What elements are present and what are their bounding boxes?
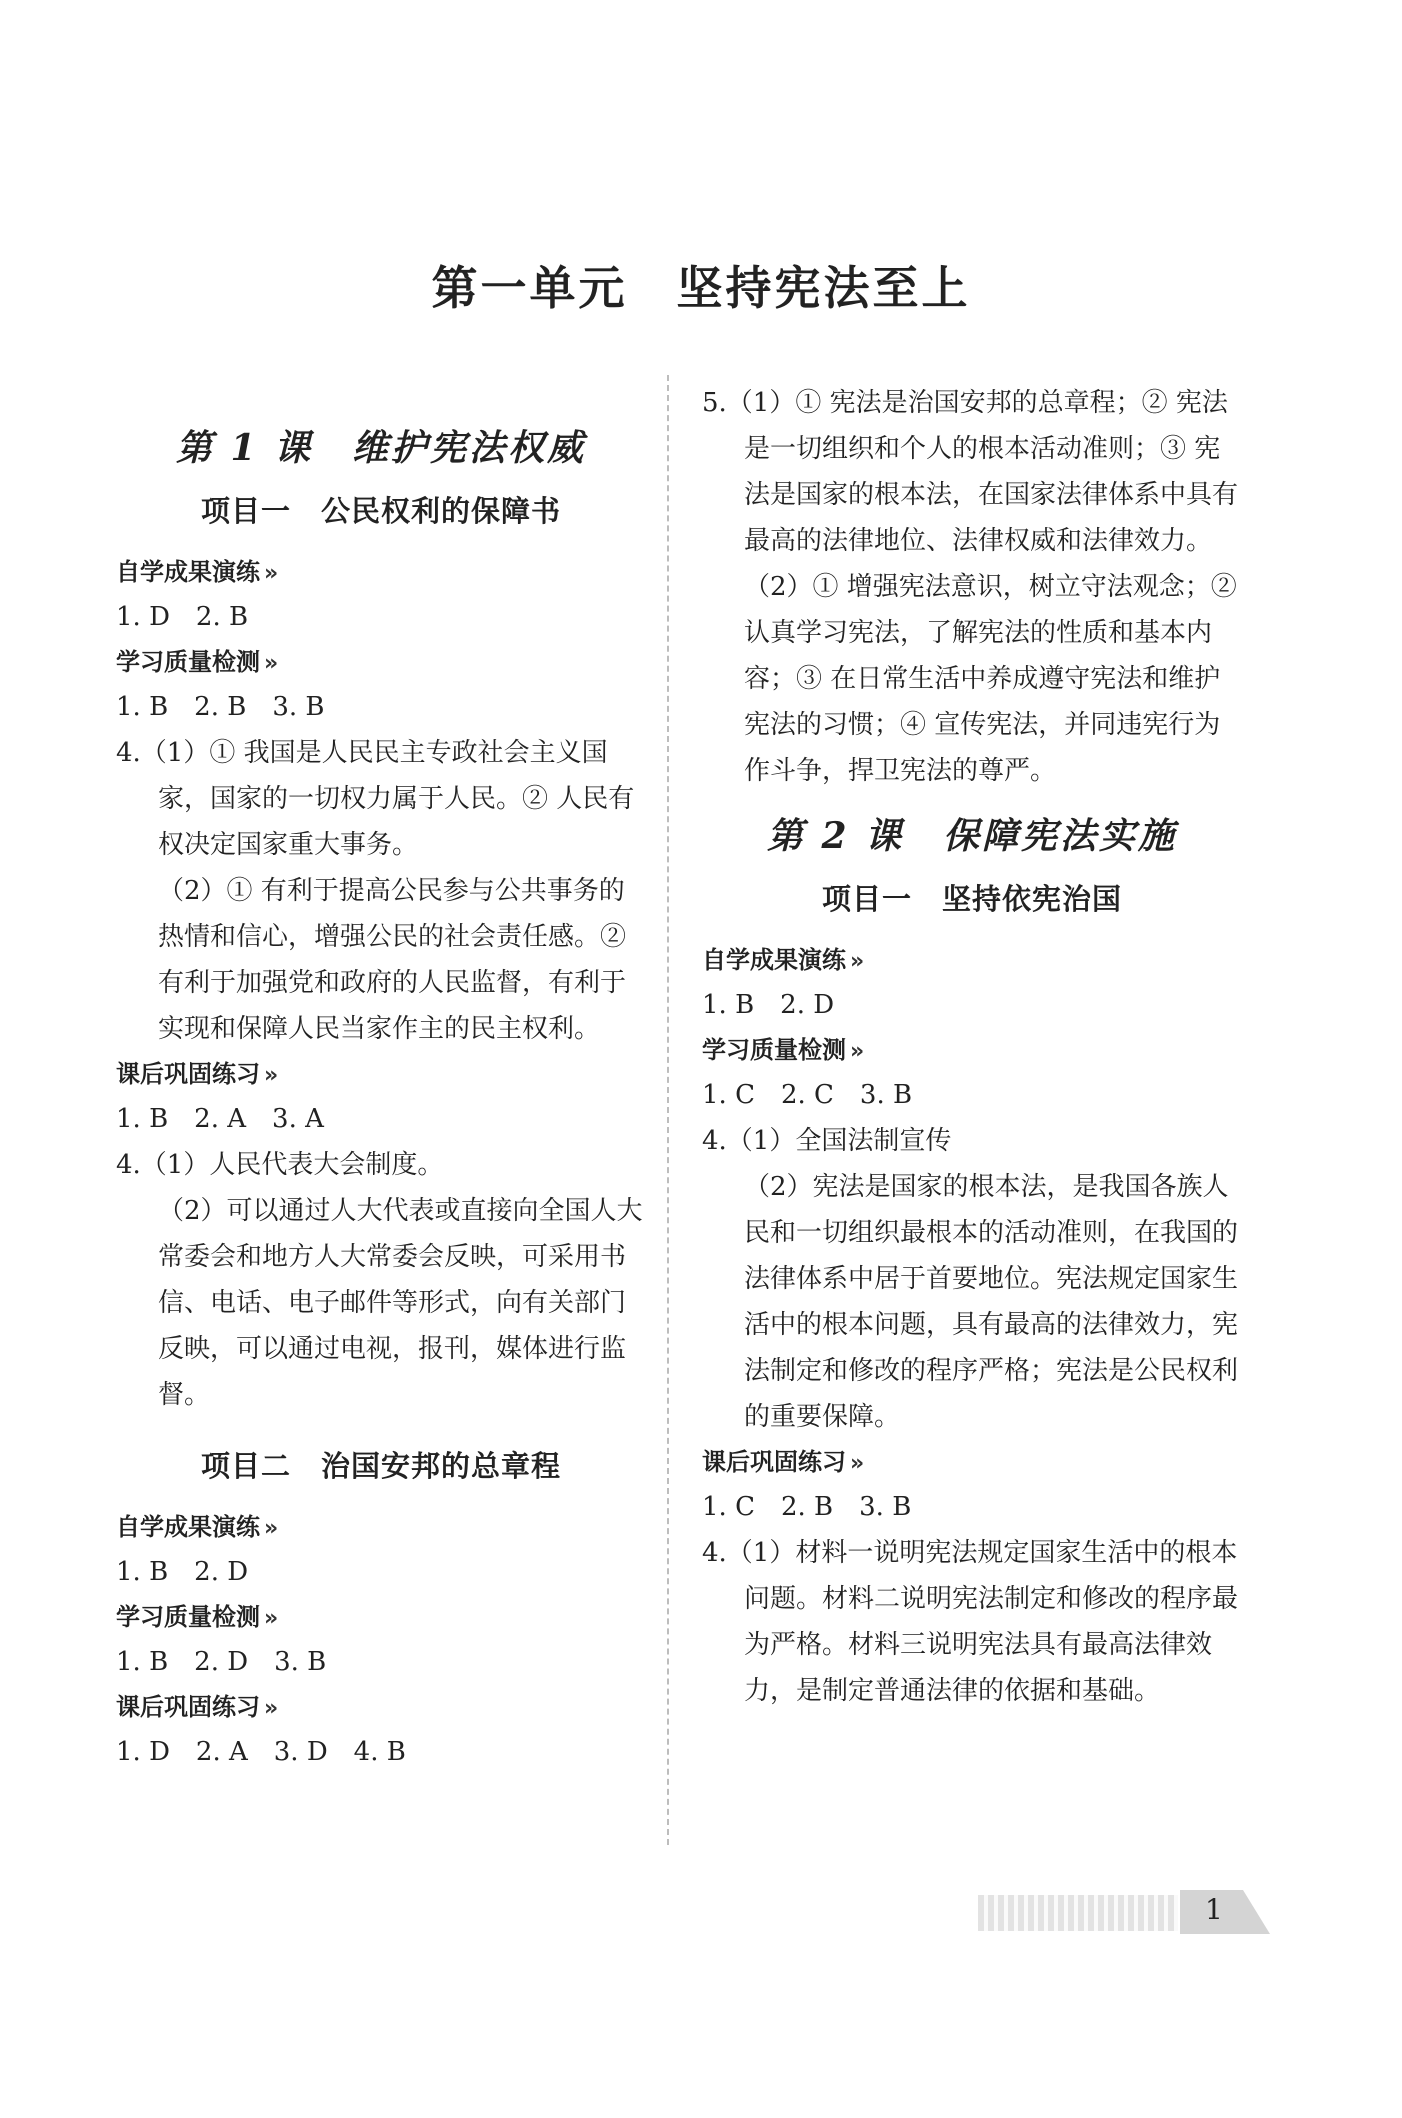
double-chevron-icon: » <box>264 651 279 676</box>
left-column <box>116 380 646 1775</box>
section-heading: 课后巩固练习 » <box>702 1448 865 1476</box>
project-1-title: 项目一 坚持依宪治国 <box>821 882 1122 916</box>
double-chevron-icon: » <box>264 1516 279 1541</box>
unit-title: 第一单元 坚持宪法至上 <box>431 261 971 315</box>
answer-paragraph: （2）① 有利于提高公民参与公共事务的热情和信心，增强公民的社会责任感。② 有利于加强党和政府的人民监督，有利于实现和保障人民当家作主的民主权利。 <box>158 876 627 1044</box>
section-heading: 学习质量检测 » <box>116 648 279 676</box>
project-1-title: 项目一 公民权利的保障书 <box>200 494 561 528</box>
section-heading: 自学成果演练 » <box>702 946 865 974</box>
section-heading: 课后巩固练习 » <box>116 1693 279 1721</box>
answer-line: 1. B 2. A 3. A <box>116 1104 324 1134</box>
answer-line: 1. B 2. D <box>116 1557 249 1587</box>
section-heading: 自学成果演练 » <box>116 1513 279 1541</box>
double-chevron-icon: » <box>264 1606 279 1631</box>
footer-decoration <box>978 1895 1178 1931</box>
section-heading: 课后巩固练习 » <box>116 1060 279 1088</box>
answer-paragraph: （2）可以通过人大代表或直接向全国人大常委会和地方人大常委会反映，可采用书信、电话、电子邮件等形式，向有关部门反映，可以通过电视，报刊，媒体进行监督。 <box>158 1196 643 1410</box>
section-heading: 学习质量检测 » <box>116 1603 279 1631</box>
answer-line: 1. D 2. B <box>116 602 249 632</box>
answer-paragraph: （2）① 增强宪法意识，树立守法观念；② 认真学习宪法，了解宪法的性质和基本内容；③ 在日常生活中养成遵守宪法和维护宪法的习惯；④ 宣传宪法，并同违宪行为作斗争，捍卫宪法的尊严。 <box>744 572 1237 786</box>
answer-paragraph: 4.（1）材料一说明宪法规定国家生活中的根本问题。材料二说明宪法制定和修改的程序最为严格。材料三说明宪法具有最高法律效力，是制定普通法律的依据和基础。 <box>702 1538 1239 1706</box>
answer-paragraph: 4.（1）人民代表大会制度。 <box>116 1150 444 1180</box>
double-chevron-icon: » <box>264 1063 279 1088</box>
double-chevron-icon: » <box>850 1451 865 1476</box>
column-divider <box>667 375 669 1845</box>
answer-paragraph: 5.（1）① 宪法是治国安邦的总章程；② 宪法是一切组织和个人的根本活动准则；③ 宪法是国家的根本法，在国家法律体系中具有最高的法律地位、法律权威和法律效力。 <box>702 388 1239 556</box>
answer-line: 1. B 2. D <box>702 990 835 1020</box>
double-chevron-icon: » <box>850 1039 865 1064</box>
answer-paragraph: （2）宪法是国家的根本法，是我国各族人民和一切组织最根本的活动准则，在我国的法律体系中居于首要地位。宪法规定国家生活中的根本问题，具有最高的法律效力，宪法制定和修改的程序严格；宪法是公民权利的重要保障。 <box>744 1172 1239 1432</box>
double-chevron-icon: » <box>850 949 865 974</box>
answer-line: 1. C 2. C 3. B <box>702 1080 913 1110</box>
project-2-title: 项目二 治国安邦的总章程 <box>200 1449 561 1483</box>
answer-line: 1. B 2. B 3. B <box>116 692 325 722</box>
answer-line: 1. B 2. D 3. B <box>116 1647 327 1677</box>
lesson-1-title: 第 1 课 维护宪法权威 <box>175 427 587 469</box>
lesson-2-title: 第 2 课 保障宪法实施 <box>766 815 1178 857</box>
double-chevron-icon: » <box>264 561 279 586</box>
section-heading: 学习质量检测 » <box>702 1036 865 1064</box>
answer-line: 1. D 2. A 3. D 4. B <box>116 1737 406 1767</box>
answer-paragraph: 4.（1）① 我国是人民民主专政社会主义国家，国家的一切权力属于人民。② 人民有权决定国家重大事务。 <box>116 738 635 860</box>
right-column <box>702 380 1242 1714</box>
page-number-tab <box>1180 1890 1270 1934</box>
page-number: 1 <box>1205 1893 1223 1926</box>
answer-paragraph: 4.（1）全国法制宣传 <box>702 1126 952 1156</box>
section-heading: 自学成果演练 » <box>116 558 279 586</box>
answer-line: 1. C 2. B 3. B <box>702 1492 912 1522</box>
double-chevron-icon: » <box>264 1696 279 1721</box>
